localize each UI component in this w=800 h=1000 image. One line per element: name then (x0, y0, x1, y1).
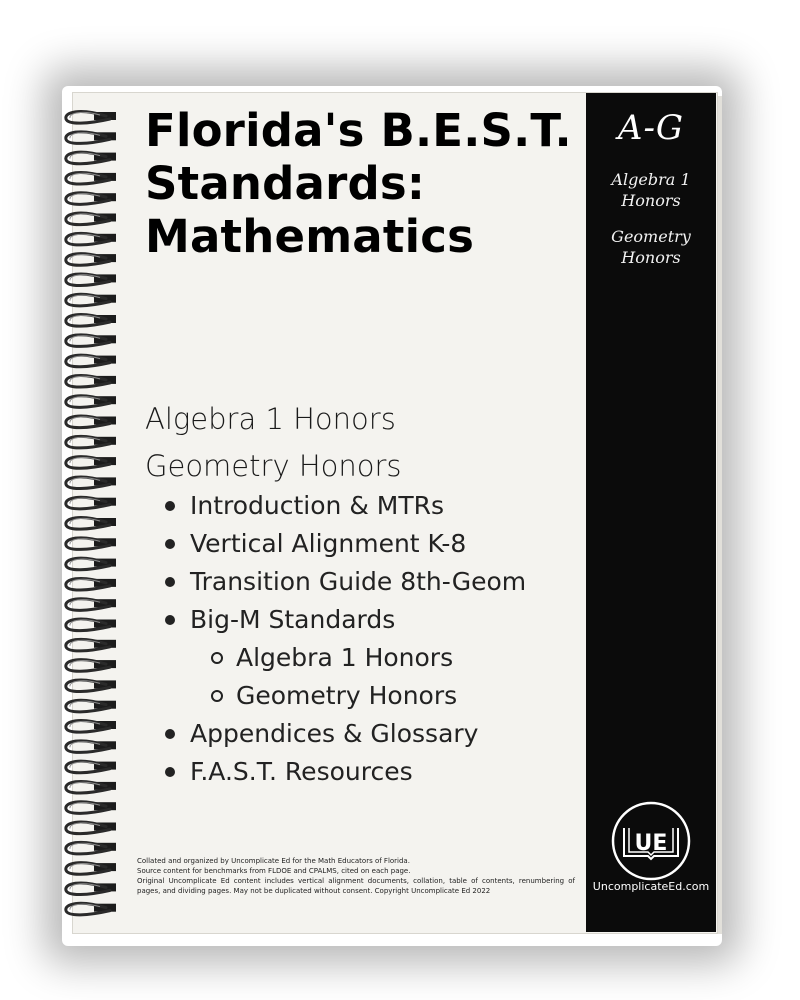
binding-ring (66, 132, 116, 144)
course-list (145, 396, 585, 490)
binding-ring (66, 213, 116, 225)
binding-ring (66, 152, 116, 164)
contents-item-label: F.A.S.T. Resources (190, 757, 413, 786)
binding-ring (66, 254, 116, 266)
binding-ring (66, 112, 116, 124)
binding-ring (66, 903, 116, 915)
binding-ring (66, 822, 116, 834)
binding-ring (66, 315, 116, 327)
strip-heading: A-G (617, 108, 685, 148)
contents-item-label: Vertical Alignment K-8 (190, 529, 467, 558)
binding-ring (66, 578, 116, 590)
strip-geometry-line: Geometry (611, 227, 691, 246)
bullet-icon (165, 767, 175, 777)
contents-subitem (162, 677, 592, 715)
binding-ring (66, 863, 116, 875)
binding-ring (66, 883, 116, 895)
binding-ring (66, 761, 116, 773)
footer-line-2: Source content for benchmarks from FLDOE and CPALMS, cited on each page. (137, 867, 411, 875)
bullet-icon (165, 577, 175, 587)
bullet-icon (165, 615, 175, 625)
hollow-bullet-icon (211, 652, 223, 664)
binding-ring (66, 599, 116, 611)
logo-url: UncomplicateEd.com (592, 880, 710, 893)
contents-item (162, 563, 592, 601)
binding-ring (66, 416, 116, 428)
binding-ring (66, 233, 116, 245)
binding-ring (66, 558, 116, 570)
contents-item (162, 753, 592, 791)
binding-ring (66, 436, 116, 448)
binding-ring (66, 781, 116, 793)
binding-ring (66, 721, 116, 733)
binding-ring (66, 274, 116, 286)
strip-algebra-honors-line: Honors (621, 191, 681, 210)
binding-ring (66, 396, 116, 408)
contents-item (162, 601, 592, 639)
contents-item (162, 487, 592, 525)
binding-ring (66, 477, 116, 489)
binding-ring (66, 680, 116, 692)
binding-ring (66, 741, 116, 753)
course-algebra: Algebra 1 Honors (145, 402, 396, 436)
copyright-footer (137, 856, 575, 896)
binding-ring (66, 497, 116, 509)
binding-ring (66, 619, 116, 631)
bullet-icon (165, 729, 175, 739)
footer-line-1: Collated and organized by Uncomplicate Ed for the Math Educators of Florida. (137, 857, 410, 865)
binding-ring (66, 335, 116, 347)
contents-item-label: Introduction & MTRs (190, 491, 445, 520)
footer-line-3: Original Uncomplicate Ed content includes vertical alignment documents, collation, table of contents, renumbering of pages, and dividing pages. May not be duplicated without consent. Copyright Uncomplicate Ed 2022 (137, 877, 575, 895)
contents-subitem-label: Geometry Honors (236, 681, 458, 710)
binding-ring (66, 802, 116, 814)
contents-list (162, 487, 592, 791)
binding-ring (66, 660, 116, 672)
uncomplicate-ed-logo (608, 798, 694, 884)
binding-ring (66, 457, 116, 469)
binding-ring (66, 172, 116, 184)
binding-ring (66, 538, 116, 550)
spiral-binding (60, 108, 120, 928)
binding-ring (66, 294, 116, 306)
binding-ring (66, 518, 116, 530)
bullet-icon (165, 501, 175, 511)
strip-algebra-line: Algebra 1 (611, 170, 691, 189)
contents-item (162, 715, 592, 753)
binding-ring (66, 700, 116, 712)
contents-item (162, 525, 592, 563)
bullet-icon (165, 539, 175, 549)
binding-ring (66, 355, 116, 367)
contents-item-label: Transition Guide 8th-Geom (190, 567, 527, 596)
binding-ring (66, 842, 116, 854)
contents-item-label: Appendices & Glossary (190, 719, 479, 748)
binding-ring (66, 639, 116, 651)
contents-item-label: Big-M Standards (190, 605, 396, 634)
logo-letters: UE (634, 831, 668, 856)
contents-subitem (162, 639, 592, 677)
strip-geometry-honors-line: Honors (621, 248, 681, 267)
hollow-bullet-icon (211, 690, 223, 702)
binding-ring (66, 375, 116, 387)
cover-title: Florida's B.E.S.T. Standards: Mathematics (145, 104, 572, 263)
course-geometry: Geometry Honors (145, 449, 402, 483)
binding-ring (66, 193, 116, 205)
contents-subitem-label: Algebra 1 Honors (236, 643, 454, 672)
